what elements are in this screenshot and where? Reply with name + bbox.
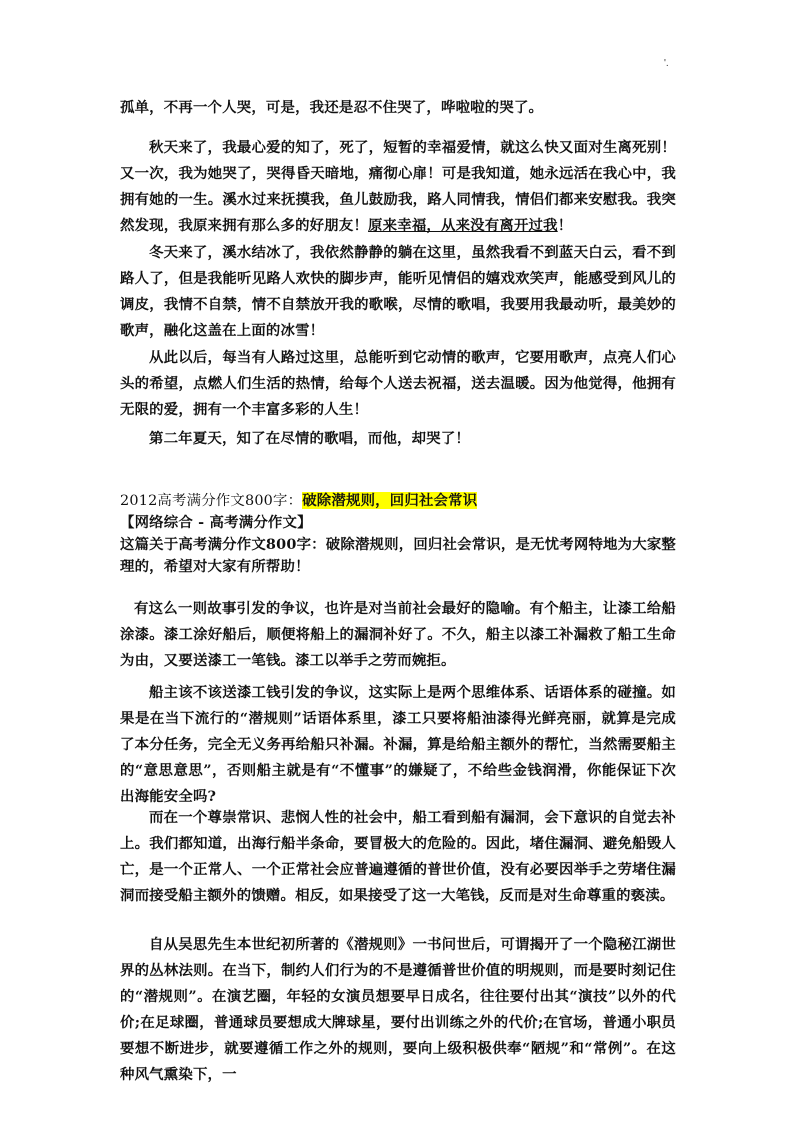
- corner-mark: '.: [664, 58, 669, 69]
- essay-intro: 这篇关于高考满分作文800字：破除潜规则，回归社会常识，是无忧考网特地为大家整理的，希望对大家有所帮助！: [120, 536, 676, 575]
- essay-title: [120, 490, 676, 512]
- essay-source: 【网络综合 - 高考满分作文】: [120, 514, 312, 531]
- essay-header: [120, 490, 676, 578]
- paragraph-boat-story: 有这么一则故事引发的争议，也许是对当前社会最好的隐喻。有个船主，让漆工给船涂漆。漆工涂好船后，顺便将船上的漏洞补好了。不久，船主以漆工补漏救了船工生命为由，又要送漆工一笔钱。漆工以举手之劳而婉拒。: [120, 600, 676, 669]
- essay-hidden-rules: [120, 932, 676, 1088]
- paragraph-debate: 船主该不该送漆工钱引发的争议，这实际上是两个思维体系、话语体系的碰撞。如果是在当下流行的“潜规则”话语体系里，漆工只要将船油漆得光鲜亮丽，就算是完成了本分任务，完全无义务再给船只补漏。补漏，算是给船主额外的帮忙，当然需要船主的“意思意思”，否则船主就是有“不懂事”的嫌疑了，不给些金钱润滑，你能保证下次出海能安全吗?: [120, 684, 676, 805]
- autumn-end-mark: ！: [557, 217, 573, 234]
- essay-debate: [120, 680, 676, 810]
- paragraph-common-sense: 而在一个尊崇常识、悲悯人性的社会中，船工看到船有漏洞，会下意识的自觉去补上。我们都知道，出海行船半条命，要冒极大的危险的。因此，堵住漏洞、避免船毁人亡，是一个正常人、一个正常社会应普遍遵循的普世价值，没有必要因举手之劳堵住漏洞而接受船主额外的馈赠。相反，如果接受了这一大笔钱，反而是对生命尊重的亵渎。: [120, 809, 676, 904]
- story-summer: [120, 426, 676, 452]
- essay-common-sense: [120, 805, 676, 909]
- paragraph-summer: 第二年夏天，知了在尽情的歌唱，而他，却哭了！: [149, 430, 470, 447]
- autumn-text: 秋天来了，我最心爱的知了，死了，短暂的幸福爱情，就这么快又面对生离死别！又一次，我为她哭了，哭得昏天暗地，痛彻心扉！可是我知道，她永远活在我心中，我拥有她的一生。溪水过来抚摸我，鱼儿鼓励我，路人同情我，情侣们都来安慰我。我突然发现，我原来拥有那么多的好朋友！: [120, 139, 676, 234]
- essay-story: [120, 596, 676, 674]
- story-afterwards: [120, 345, 676, 423]
- underlined-happiness-text: 原来幸福，从来没有离开过我: [368, 217, 558, 234]
- paragraph-winter: 冬天来了，溪水结冰了，我依然静静的躺在这里，虽然我看不到蓝天白云，看不到路人了，但是我能听见路人欢快的脚步声，能听见情侣的嬉戏欢笑声，能感受到风儿的调皮，我情不自禁，情不自禁放开我的歌喉，尽情的歌唱，我要用我最动听，最美妙的歌声，融化这盖在上面的冰雪！: [120, 244, 676, 339]
- paragraph-lonely: 孤单，不再一个人哭，可是，我还是忍不住哭了，哗啦啦的哭了。: [120, 99, 544, 116]
- essay-title-prefix: 2012高考满分作文800字：: [120, 493, 303, 509]
- paragraph-autumn: [120, 135, 676, 239]
- paragraph-afterwards: 从此以后，每当有人路过这里，总能听到它动情的歌声，它要用歌声，点亮人们心头的希望，点燃人们生活的热情，给每个人送去祝福，送去温暖。因为他觉得，他拥有无限的爱，拥有一个丰富多彩的人生！: [120, 349, 676, 418]
- story-continuation: [120, 95, 676, 121]
- essay-title-highlight: 破除潜规则，回归社会常识: [302, 492, 478, 509]
- story-autumn: [120, 135, 676, 239]
- story-winter: [120, 240, 676, 344]
- paragraph-hidden-rules: 自从吴思先生本世纪初所著的《潜规则》一书问世后，可谓揭开了一个隐秘江湖世界的丛林法则。在当下，制约人们行为的不是遵循普世价值的明规则，而是要时刻记住的“潜规则”。在演艺圈，年轻的女演员想要早日成名，往往要付出其“演技”以外的代价;在足球圈，普通球员要想成大牌球星，要付出训练之外的代价;在官场，普通小职员要想不断进步，就要遵循工作之外的规则，要向上级积极供奉“陋规”和“常例”。在这种风气熏染下，一: [120, 936, 676, 1083]
